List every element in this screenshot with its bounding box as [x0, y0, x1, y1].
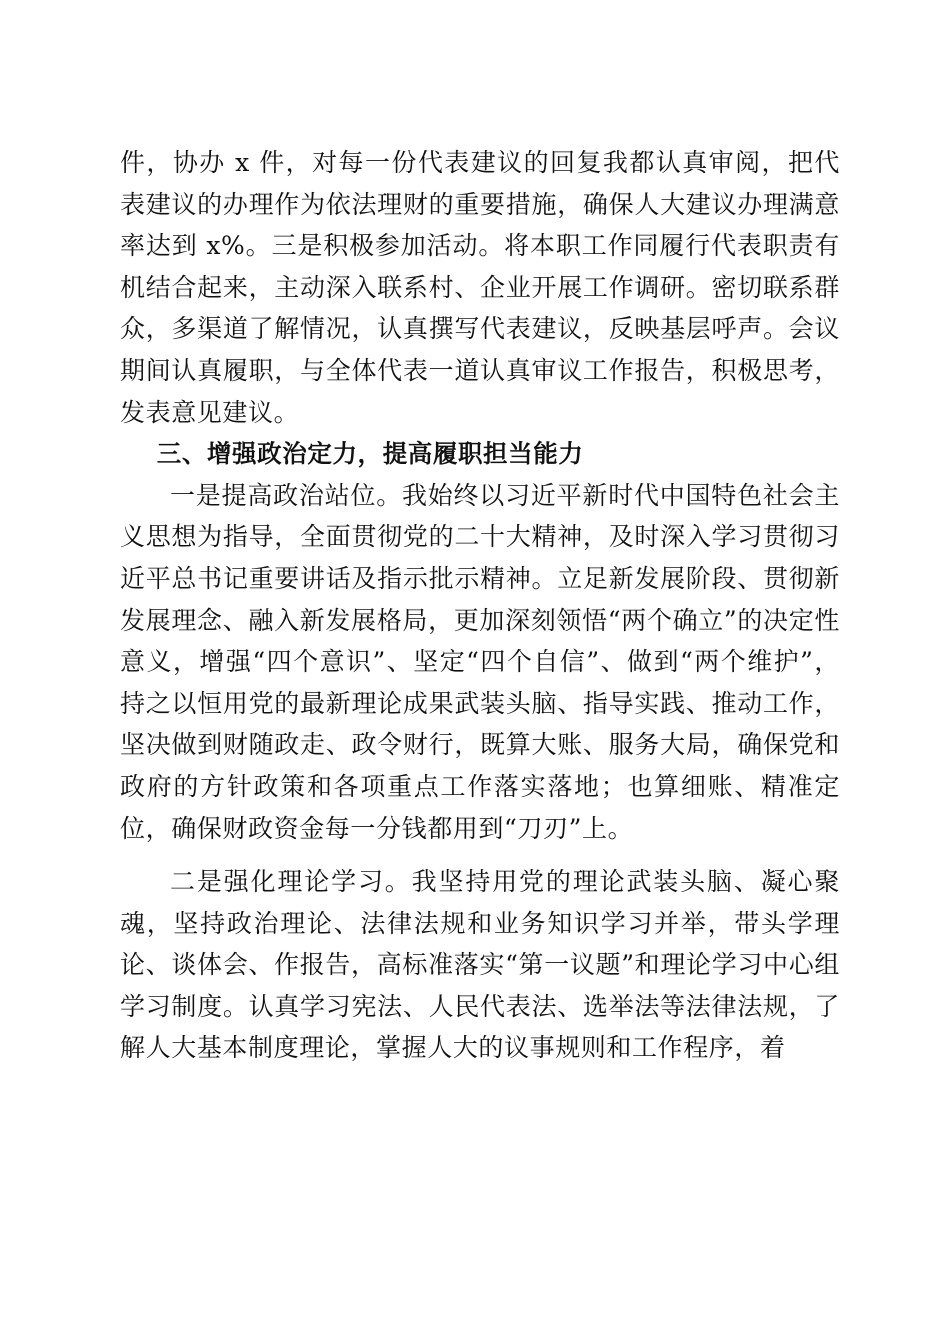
paragraph-body: 我始终以习近平新时代中国特色社会主义思想为指导，全面贯彻党的二十大精神，及时深入学习贯彻习近平总书记重要讲话及指示批示精神。立足新发展阶段、贯彻新发展理念、融入新发展格局，更加深刻领悟“两个确立”的决定性意义，增强“四个意识”、坚定“四个自信”、做到“两个维护”，持之以恒用党的最新理论成果武装头脑、指导实践、推动工作，坚决做到财随政走、政令财行，既算大账、服务大局，确保党和政府的方针政策和各项重点工作落实落地；也算细账、精准定位，确保财政资金每一分钱都用到“刀刃”上。 [120, 480, 840, 843]
paragraph-lead: 一是提高政治站位。 [170, 480, 402, 510]
section-heading: 三、增强政治定力，提高履职担当能力 [156, 439, 584, 469]
continued-paragraph: 件，协办 x 件，对每一份代表建议的回复我都认真审阅，把代表建议的办理作为依法理财的重要措施，确保人大建议办理满意率达到 x%。三是积极参加活动。将本职工作同履行代表职责有机结合起来，主动深入联系村、企业开展工作调研。密切联系群众，多渠道了解情况，认真撰写代表建议，反映基层呼声。会议期间认真履职，与全体代表一道认真审议工作报告，积极思考，发表意见建议。 [120, 148, 840, 427]
paragraph-spacer [120, 849, 840, 861]
paragraph-lead: 二是强化理论学习。 [170, 867, 412, 897]
paragraph-political-stance [120, 475, 840, 849]
paragraph-theory-study [120, 861, 840, 1069]
paragraph-body: 我坚持用党的理论武装头脑、凝心聚魂，坚持政治理论、法律法规和业务知识学习并举，带头学理论、谈体会、作报告，高标准落实“第一议题”和理论学习中心组学习制度。认真学习宪法、人民代表法、选举法等法律法规，了解人大基本制度理论，掌握人大的议事规则和工作程序，着 [120, 867, 840, 1063]
document-body [120, 142, 840, 1069]
